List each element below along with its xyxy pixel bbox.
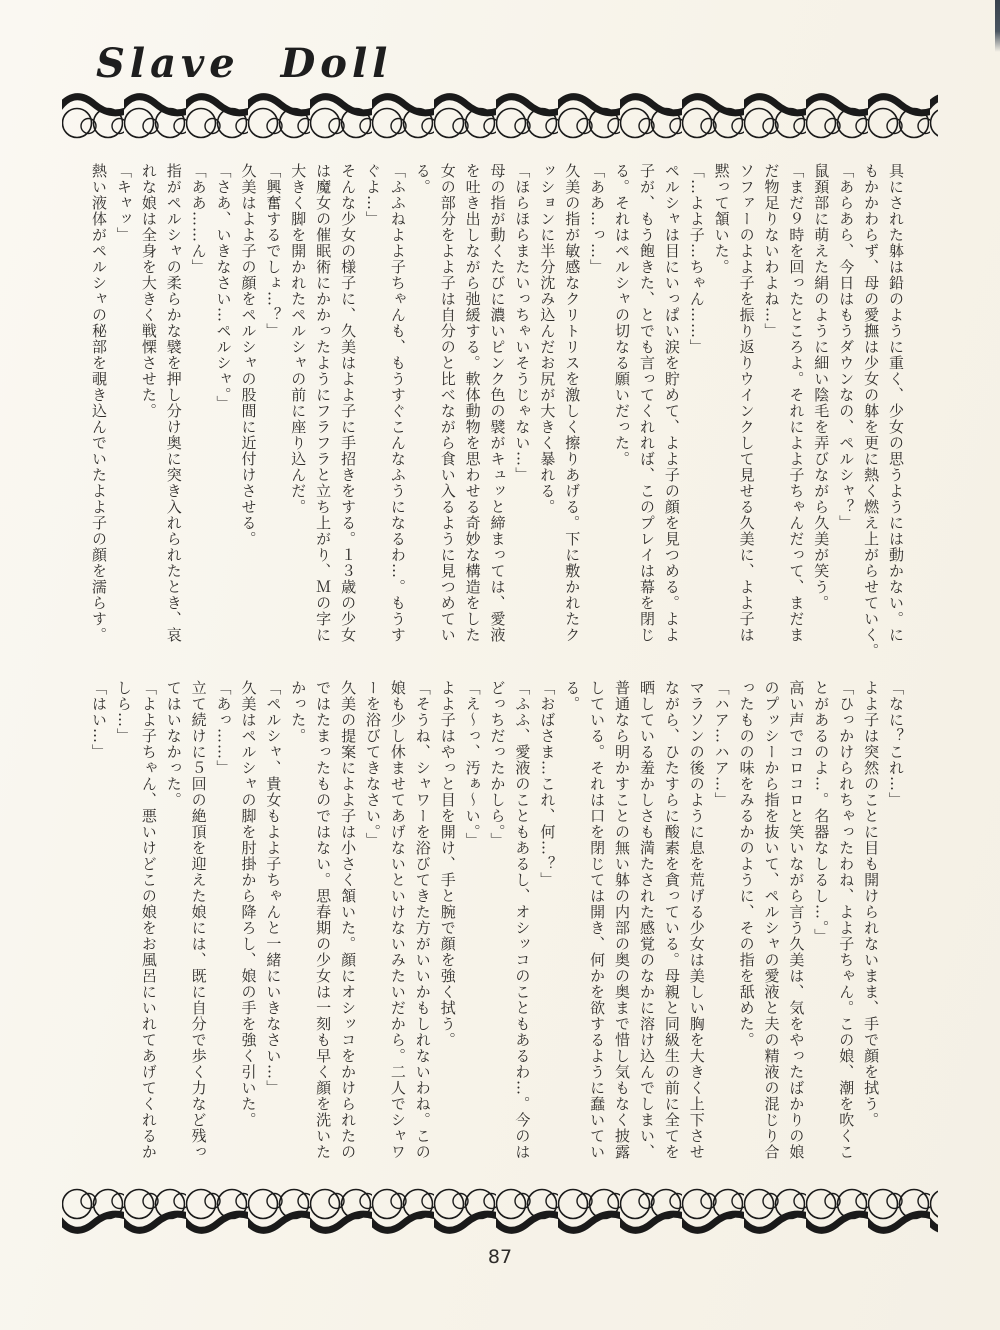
text-column: 「キャッ」 (114, 163, 133, 243)
text-column: マラソンの後のように息を荒げる少女は美しい胸を大きく上下させ (687, 680, 706, 1160)
text-column: よよ子はやっと目を開け、手と腕で顔を強く拭う。 (438, 680, 457, 1048)
text-column: 「あらあら、今日はもうダウンなの、ペルシャ？」 (837, 163, 856, 531)
text-column: 母の指が動くたびに濃いピンク色の襞がキュッと締まっては、愛液 (488, 163, 507, 643)
text-block-top (86, 163, 908, 665)
ornament-border-top-icon (62, 90, 938, 144)
text-column: 普通なら明かすことの無い躰の内部の奥の奥まで惜し気もなく披露 (613, 680, 632, 1160)
text-column: 晒している羞かしさも満たされた感覚のなかに溶け込んでしまい、 (637, 680, 656, 1160)
text-column: ったものの味をみるかのように、その指を舐めた。 (737, 680, 756, 1048)
text-column: 「ああ…っ…」 (588, 163, 607, 275)
text-column: そんな少女の様子に、久美はよよ子に手招きをする。１３歳の少女 (339, 163, 358, 643)
text-column: かった。 (289, 680, 308, 744)
text-column: 「ひっかけられちゃったわね、よよ子ちゃん。この娘、潮を吹くこ (837, 680, 856, 1160)
text-column: 「まだ９時を回ったところよ。それによよ子ちゃんだって、まだま (787, 163, 806, 643)
text-column: ぐよ…」 (363, 163, 382, 227)
text-column: 黙って頷いた。 (712, 163, 731, 275)
text-column: 女の部分をよよ子は自分のと比べながら食い入るように見つめてい (438, 163, 457, 643)
text-column: ッションに半分沈み込んだお尻が大きく暴れる。 (538, 163, 557, 515)
text-column: 「そうね、シャワーを浴びてきた方がいいかもしれないわね。この (413, 680, 432, 1160)
text-column: 娘も少し休ませてあげないといけないみたいだから。二人でシャワ (388, 680, 407, 1160)
text-column: れな娘は全身を大きく戦慄させた。 (139, 163, 158, 419)
text-column: る。 (563, 680, 582, 712)
text-column: 「ふふねよよ子ちゃんも、もうすぐこんなふうになるわ…。もうす (388, 163, 407, 643)
text-column: 「…よよ子…ちゃん……」 (687, 163, 706, 355)
text-column: 大きく脚を開かれたペルシャの前に座り込んだ。 (289, 163, 308, 515)
text-column: 「興奮するでしょ…？」 (264, 163, 283, 339)
text-column: 高い声でコロコロと笑いながら言う久美は、気をやったばかりの娘 (787, 680, 806, 1160)
scan-edge-artifact (995, 0, 1000, 52)
text-column: 久美の提案によよ子は小さく頷いた。顔にオシッコをかけられたの (339, 680, 358, 1160)
text-column: 「ペルシャ、貴女もよよ子ちゃんと一緒にいきなさい…」 (264, 680, 283, 1096)
text-column: 「ふふ、愛液のこともあるし、オシッコのこともあるわ…。今のは (513, 680, 532, 1160)
text-block-bottom (86, 680, 908, 1182)
text-column: は魔女の催眠術にかかったようにフラフラと立ち上がり、Ｍの字に (314, 163, 333, 643)
text-column: 「ハア…ハア…」 (712, 680, 731, 808)
text-column: 久美の指が敏感なクリトリスを激しく擦りあげる。下に敷かれたク (563, 163, 582, 643)
text-column: 「おばさま…これ、何…？」 (538, 680, 557, 888)
text-column: 「ああ……ん」 (189, 163, 208, 275)
text-column: とがあるのよ…。名器なしるし…。」 (812, 680, 831, 945)
text-column: を吐き出しながら弛緩する。軟体動物を思わせる奇妙な構造をした (463, 163, 482, 643)
text-column: のプッシーから指を抜いて、ペルシャの愛液と夫の精液の混じり合 (762, 680, 781, 1160)
text-column: 「さあ、いきなさい…ペルシャ。」 (214, 163, 233, 412)
text-column: 子が、もう飽きた、とでも言ってくれれば、このプレイは幕を閉じ (637, 163, 656, 643)
text-column: どっちだったかしら。」 (488, 680, 507, 849)
text-column: 立て続けに５回の絶頂を迎えた娘には、既に自分で歩く力など残っ (189, 680, 208, 1160)
text-column: 具にされた躰は鉛のように重く、少女の思うようには動かない。に (887, 163, 905, 643)
text-column: 指がペルシャの柔らかな襞を押し分け奥に突き入れられたとき、哀 (164, 163, 183, 643)
text-column: る。それはペルシャの切なる願いだった。 (613, 163, 632, 467)
text-column: よよ子は突然のことに目も開けられないまま、手で顔を拭う。 (862, 680, 881, 1128)
text-column: ソファーのよよ子を振り返りウインクして見せる久美に、よよ子は (737, 163, 756, 643)
text-column: る。 (413, 163, 432, 195)
text-column: 熱い液体がペルシャの秘部を覗き込んでいたよよ子の顔を濡らす。 (90, 163, 108, 643)
text-column: 「え～っ、汚ぁ～い。」 (463, 680, 482, 849)
text-column: 「なに？これ…」 (887, 680, 905, 808)
text-column: もかかわらず、母の愛撫は少女の躰を更に熱く燃え上がらせていく。 (862, 163, 881, 659)
text-column: 久美はよよ子の顔をペルシャの股間に近付けさせる。 (239, 163, 258, 547)
text-column: 久美はペルシャの脚を肘掛から降ろし、娘の手を強く引いた。 (239, 680, 258, 1128)
text-column: だ物足りないわよね…」 (762, 163, 781, 339)
text-column: てはいなかった。 (164, 680, 183, 808)
text-column: 鼠頚部に萌えた絹のように細い陰毛を弄びながら久美が笑う。 (812, 163, 831, 611)
text-column: しら…」 (114, 680, 133, 744)
text-column: 「あっ……」 (214, 680, 233, 776)
text-column: 「はい…」 (90, 680, 108, 760)
text-column: ペルシャは目にいっぱい涙を貯めて、よよ子の顔を見つめる。よよ (662, 163, 681, 643)
text-column: 「よよ子ちゃん、悪いけどこの娘をお風呂にいれてあげてくれるか (139, 680, 158, 1160)
text-column: 「ほらほらまたいっちゃいそうじゃない…」 (513, 163, 532, 483)
text-column: ーを浴びてきなさい。」 (363, 680, 382, 849)
ornament-border-bottom-icon (62, 1183, 938, 1237)
text-column: ながら、ひたすらに酸素を貪っている。母親と同級生の前に全てを (662, 680, 681, 1160)
text-column: している。それは口を閉じては開き、何かを欲するように蠢いてい (588, 680, 607, 1160)
text-column: ではたまったものではない。思春期の少女は一刻も早く顔を洗いた (314, 680, 333, 1160)
page-number: 87 (487, 1246, 513, 1268)
page-title: Slave Doll (96, 40, 393, 87)
